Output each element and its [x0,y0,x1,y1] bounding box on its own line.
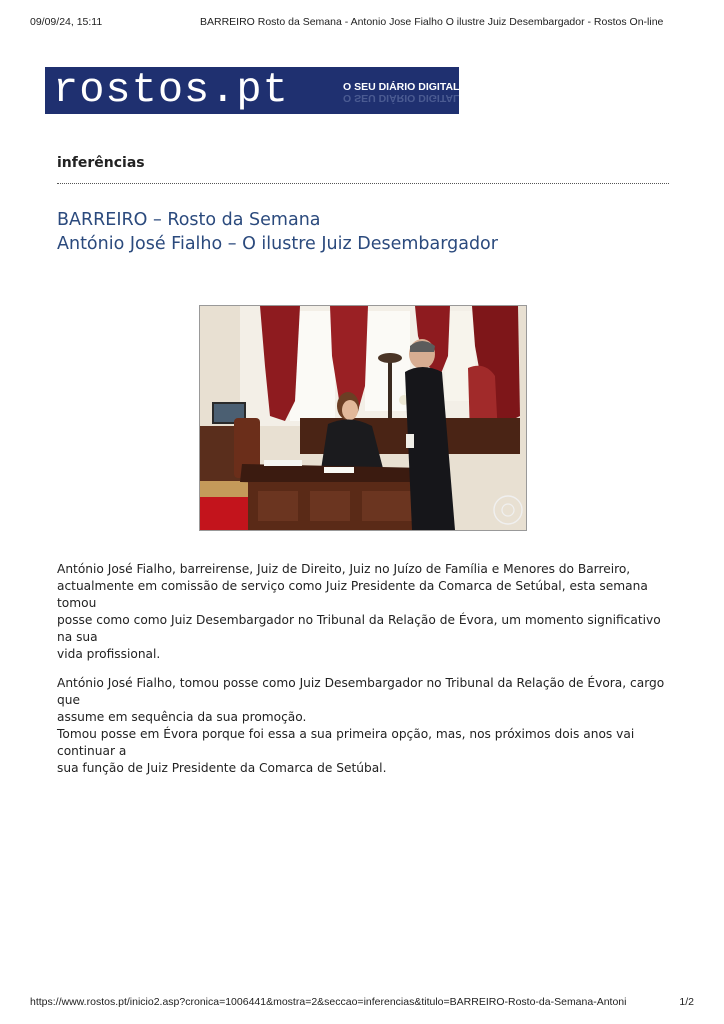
section-label[interactable]: inferências [57,155,145,171]
site-logo[interactable] [45,67,459,114]
paragraph-2-line: assume em sequência da sua promoção. [57,710,307,724]
logo-tagline-reflection: O SEU DIÁRIO DIGITAL [343,92,459,104]
print-page-count: 1/2 [679,996,694,1008]
print-page-title: BARREIRO Rosto da Semana - Antonio Jose Fialho O ilustre Juiz Desembargador - Rostos On-line [200,16,664,28]
paragraph-2-line: António José Fialho, tomou posse como Juiz Desembargador no Tribunal da Relação de Évora, cargo que [57,676,665,707]
article-body [57,561,669,789]
headline-line-2: António José Fialho – O ilustre Juiz Desembargador [57,234,498,254]
paragraph-2-line: sua função de Juiz Presidente da Comarca de Setúbal. [57,761,387,775]
paragraph-2-line: Tomou posse em Évora porque foi essa a sua primeira opção, mas, nos próximos dois anos vai continuar a [57,727,635,758]
logo-tagline: O SEU DIÁRIO DIGITAL [343,81,459,93]
headline-line-1: BARREIRO – Rosto da Semana [57,210,321,230]
print-url: https://www.rostos.pt/inicio2.asp?cronica=1006441&mostra=2&seccao=inferencias&titulo=BARREIRO-Rosto-da-Semana-Antoni [30,996,627,1008]
print-footer [30,996,694,1010]
photo-illustration [200,306,526,530]
paragraph-1-line: vida profissional. [57,647,161,661]
section-divider [57,183,669,184]
paragraph-1-line: actualmente em comissão de serviço como Juiz Presidente da Comarca de Setúbal, esta semana tomou [57,579,648,610]
print-datetime: 09/09/24, 15:11 [30,16,103,28]
article-paragraph-1 [57,561,669,663]
print-header [30,16,694,30]
article-photo [199,305,527,531]
paragraph-1-line: António José Fialho, barreirense, Juiz de Direito, Juiz no Juízo de Família e Menores do Barreiro, [57,562,631,576]
paragraph-1-line: posse como como Juiz Desembargador no Tribunal da Relação de Évora, um momento significativo na sua [57,613,661,644]
article-paragraph-2 [57,675,669,777]
article-headline [57,208,677,256]
logo-wordmark: rostos.pt [53,67,289,114]
